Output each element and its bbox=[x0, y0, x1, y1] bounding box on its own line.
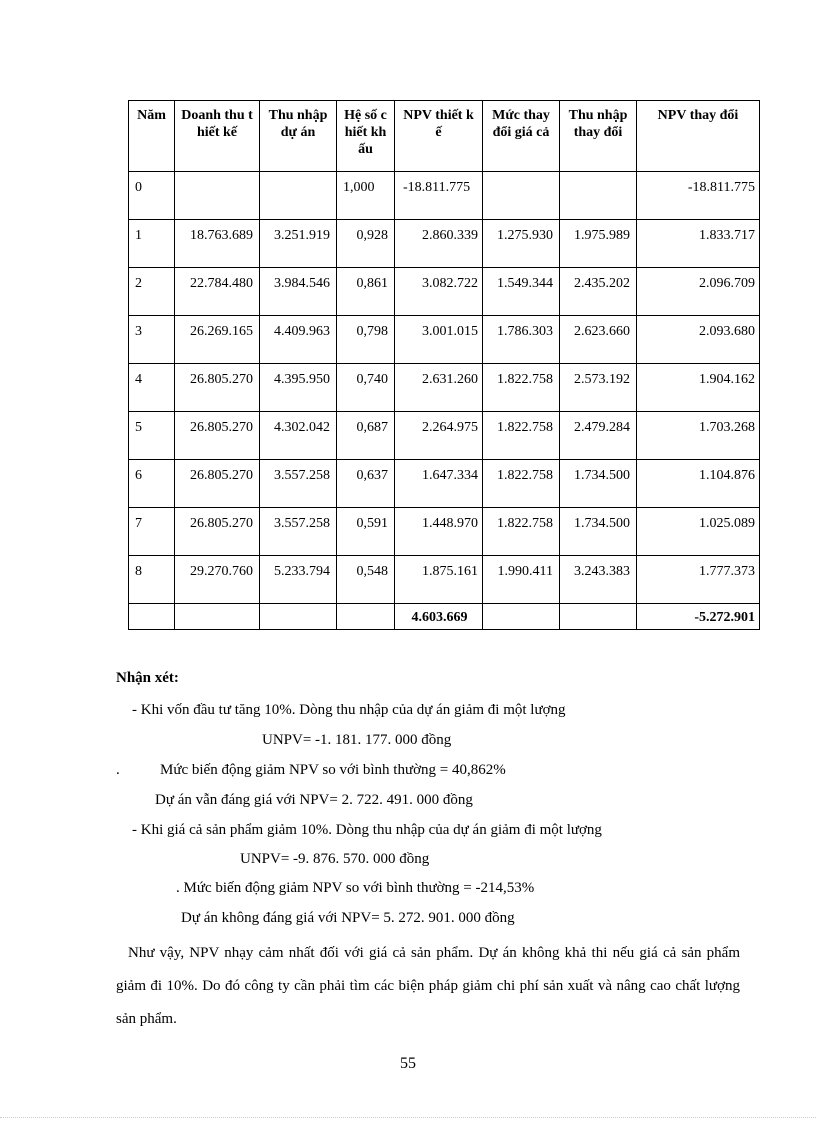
table-cell bbox=[175, 172, 260, 220]
header-price-change: Mức thay đổi giá cả bbox=[483, 101, 560, 172]
conclusion-paragraph: Như vậy, NPV nhạy cảm nhất đối với giá cả sản phẩm. Dự án không khả thi nếu giá cả sản phẩm giảm đi 10%. Do đó công ty cần phải tìm các biện pháp giảm chi phí sản xuất và nâng cao chất lượng sản phẩm. bbox=[116, 945, 740, 1027]
table-cell: 1,000 bbox=[337, 172, 395, 220]
table-cell: 22.784.480 bbox=[175, 268, 260, 316]
total-cell bbox=[129, 604, 175, 630]
table-cell: 2.264.975 bbox=[395, 412, 483, 460]
note-line-8: Dự án không đáng giá với NPV= 5. 272. 901. 000 đồng bbox=[181, 910, 515, 926]
table-cell: 1.822.758 bbox=[483, 412, 560, 460]
header-changed-income: Thu nhập thay đổi bbox=[560, 101, 637, 172]
table-cell: 29.270.760 bbox=[175, 556, 260, 604]
table-row bbox=[129, 460, 760, 508]
header-income: Thu nhập dự án bbox=[260, 101, 337, 172]
total-cell bbox=[260, 604, 337, 630]
table-cell: 2 bbox=[129, 268, 175, 316]
table-cell: 3 bbox=[129, 316, 175, 364]
header-revenue: Doanh thu thiết kế bbox=[175, 101, 260, 172]
table-cell: 1.904.162 bbox=[637, 364, 760, 412]
table-cell: 3.251.919 bbox=[260, 220, 337, 268]
table-cell: 0,861 bbox=[337, 268, 395, 316]
table-cell: 2.623.660 bbox=[560, 316, 637, 364]
table-cell: 1.786.303 bbox=[483, 316, 560, 364]
table-cell: 1.025.089 bbox=[637, 508, 760, 556]
table-row bbox=[129, 316, 760, 364]
table-cell: 8 bbox=[129, 556, 175, 604]
table-cell: 1.549.344 bbox=[483, 268, 560, 316]
table-cell: 26.805.270 bbox=[175, 412, 260, 460]
note-line-5: - Khi giá cả sản phẩm giảm 10%. Dòng thu nhập của dự án giảm đi một lượng bbox=[132, 822, 602, 838]
table-cell: 2.573.192 bbox=[560, 364, 637, 412]
header-npv: NPV thiết kế bbox=[395, 101, 483, 172]
table-cell bbox=[483, 172, 560, 220]
table-cell: 2.093.680 bbox=[637, 316, 760, 364]
table-row bbox=[129, 556, 760, 604]
table-cell: 0,928 bbox=[337, 220, 395, 268]
note-line-1: - Khi vốn đầu tư tăng 10%. Dòng thu nhập của dự án giảm đi một lượng bbox=[132, 702, 566, 718]
notes-heading: Nhận xét: bbox=[116, 670, 179, 686]
header-discount-factor: Hệ số chiết khấu bbox=[337, 101, 395, 172]
note-line-3: Mức biến động giảm NPV so với bình thường = 40,862% bbox=[160, 762, 506, 778]
table-cell: 0,687 bbox=[337, 412, 395, 460]
table-cell: 0,740 bbox=[337, 364, 395, 412]
table-row bbox=[129, 220, 760, 268]
table-cell bbox=[260, 172, 337, 220]
table-cell: 1.275.930 bbox=[483, 220, 560, 268]
table-cell: 3.984.546 bbox=[260, 268, 337, 316]
total-cell bbox=[560, 604, 637, 630]
table-cell: 0 bbox=[129, 172, 175, 220]
table-row bbox=[129, 412, 760, 460]
table-cell: 3.001.015 bbox=[395, 316, 483, 364]
table-cell: 26.269.165 bbox=[175, 316, 260, 364]
header-changed-npv: NPV thay đổi bbox=[637, 101, 760, 172]
table-cell: 4.395.950 bbox=[260, 364, 337, 412]
table-cell: 4.302.042 bbox=[260, 412, 337, 460]
note-line-3-dot: . bbox=[116, 762, 120, 778]
table-cell: 0,637 bbox=[337, 460, 395, 508]
table-cell: 2.435.202 bbox=[560, 268, 637, 316]
total-cell bbox=[483, 604, 560, 630]
table-cell bbox=[560, 172, 637, 220]
table-cell: 2.096.709 bbox=[637, 268, 760, 316]
table-cell: 1.777.373 bbox=[637, 556, 760, 604]
page-number: 55 bbox=[400, 1055, 416, 1072]
table-cell: 1.875.161 bbox=[395, 556, 483, 604]
table-cell: 1.833.717 bbox=[637, 220, 760, 268]
table-cell: 26.805.270 bbox=[175, 508, 260, 556]
table-cell: 1.990.411 bbox=[483, 556, 560, 604]
note-line-4: Dự án vẫn đáng giá với NPV= 2. 722. 491. 000 đồng bbox=[155, 792, 473, 808]
table-cell: 1.734.500 bbox=[560, 460, 637, 508]
table-row bbox=[129, 508, 760, 556]
total-cell: -5.272.901 bbox=[637, 604, 760, 630]
table-header-row bbox=[129, 101, 760, 172]
table-cell: -18.811.775 bbox=[637, 172, 760, 220]
total-cell: 4.603.669 bbox=[395, 604, 483, 630]
table-row bbox=[129, 268, 760, 316]
note-line-6: UNPV= -9. 876. 570. 000 đồng bbox=[240, 851, 430, 867]
table-cell: 3.082.722 bbox=[395, 268, 483, 316]
table-row bbox=[129, 172, 760, 220]
table-cell: 1.448.970 bbox=[395, 508, 483, 556]
table-cell: 4 bbox=[129, 364, 175, 412]
total-cell bbox=[337, 604, 395, 630]
table-cell: 3.557.258 bbox=[260, 460, 337, 508]
table-cell: 7 bbox=[129, 508, 175, 556]
table-cell: 2.631.260 bbox=[395, 364, 483, 412]
table-cell: 1.734.500 bbox=[560, 508, 637, 556]
table-cell: 4.409.963 bbox=[260, 316, 337, 364]
note-line-2: UNPV= -1. 181. 177. 000 đồng bbox=[262, 732, 452, 748]
table-total-row bbox=[129, 604, 760, 630]
table-cell: 1.822.758 bbox=[483, 508, 560, 556]
table-cell: 18.763.689 bbox=[175, 220, 260, 268]
table-cell: 1.822.758 bbox=[483, 364, 560, 412]
table-cell: 0,798 bbox=[337, 316, 395, 364]
table-cell: 1.104.876 bbox=[637, 460, 760, 508]
table-cell: 1 bbox=[129, 220, 175, 268]
table-cell: 2.860.339 bbox=[395, 220, 483, 268]
table-cell: 1.975.989 bbox=[560, 220, 637, 268]
header-year: Năm bbox=[129, 101, 175, 172]
table-cell: 0,591 bbox=[337, 508, 395, 556]
table-cell: 5 bbox=[129, 412, 175, 460]
table-cell: 1.703.268 bbox=[637, 412, 760, 460]
table-cell: 1.647.334 bbox=[395, 460, 483, 508]
table-cell: 2.479.284 bbox=[560, 412, 637, 460]
npv-table bbox=[128, 100, 760, 630]
total-cell bbox=[175, 604, 260, 630]
table-cell: 0,548 bbox=[337, 556, 395, 604]
table-cell: 26.805.270 bbox=[175, 460, 260, 508]
table-cell: 3.557.258 bbox=[260, 508, 337, 556]
table-cell: 6 bbox=[129, 460, 175, 508]
note-line-7: . Mức biến động giảm NPV so với bình thường = -214,53% bbox=[176, 880, 535, 896]
table-row bbox=[129, 364, 760, 412]
table-cell: 1.822.758 bbox=[483, 460, 560, 508]
table-cell: 26.805.270 bbox=[175, 364, 260, 412]
table-cell: -18.811.775 bbox=[395, 172, 483, 220]
table-cell: 5.233.794 bbox=[260, 556, 337, 604]
footer-divider bbox=[0, 1117, 816, 1118]
table-cell: 3.243.383 bbox=[560, 556, 637, 604]
